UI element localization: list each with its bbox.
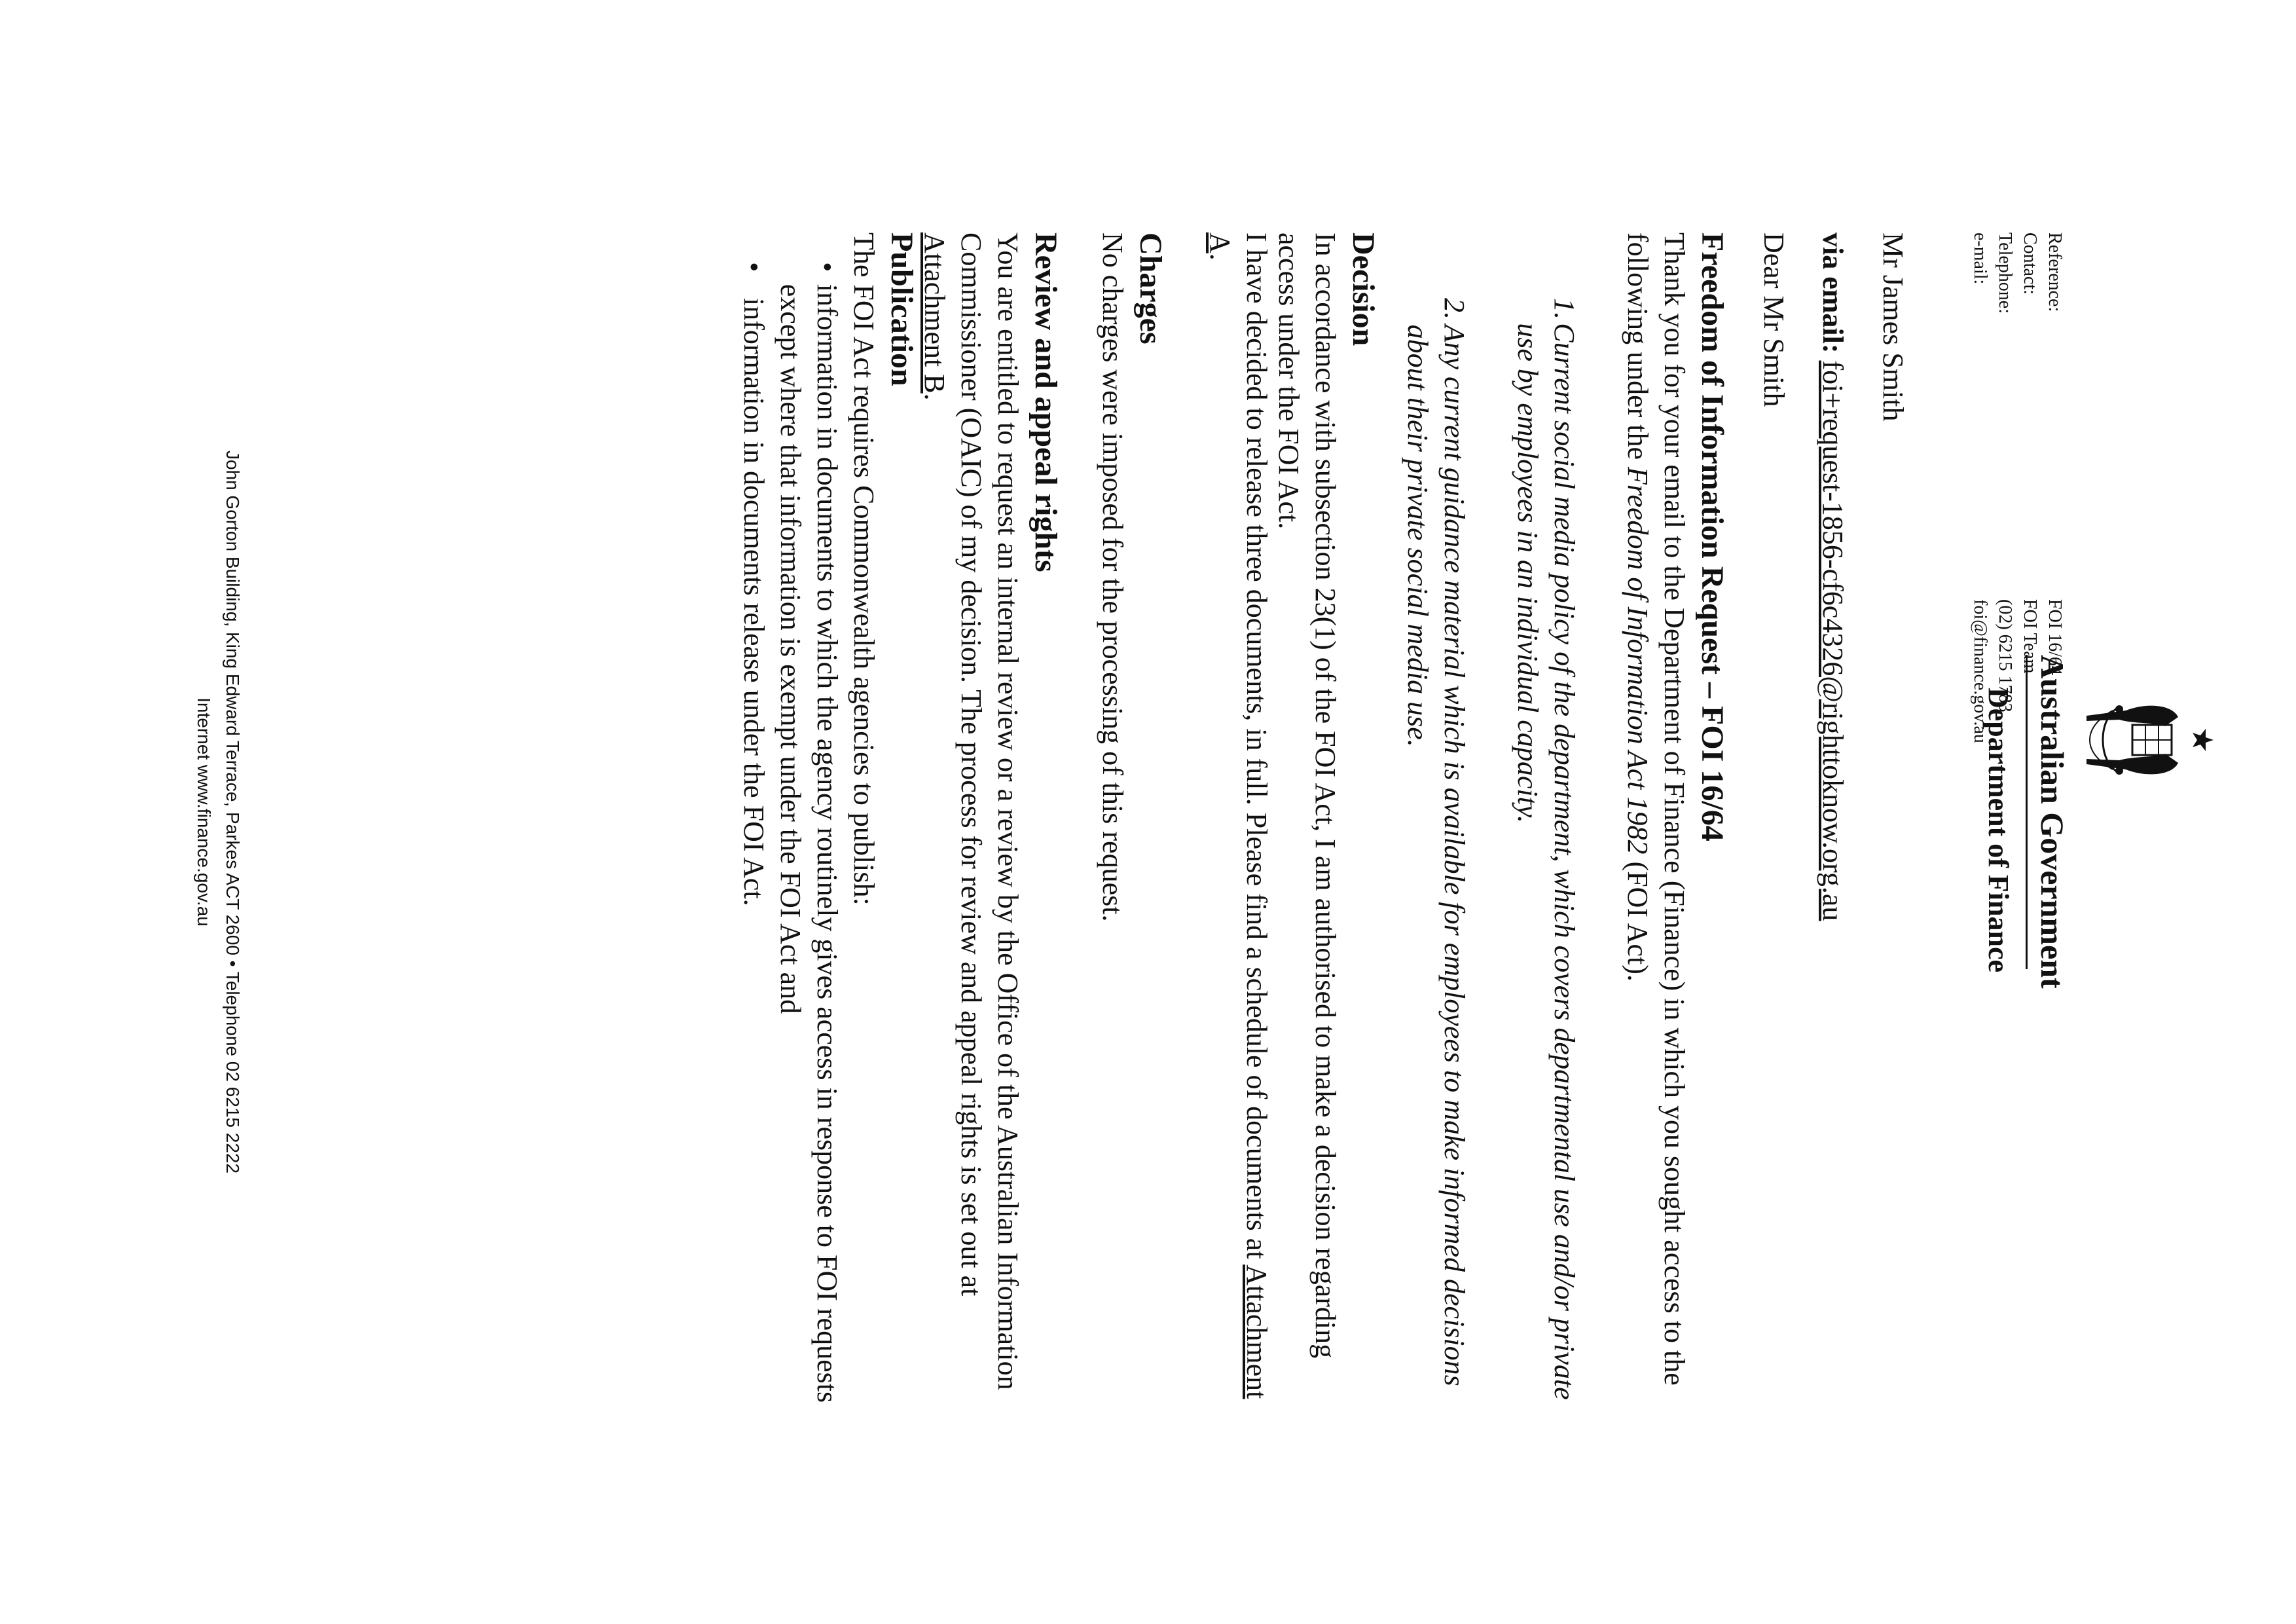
item-text: Any current guidance material which is available for employees to make informed decisions about their private social media use.: [1402, 324, 1470, 1386]
attachment-b-link[interactable]: Attachment B: [919, 232, 951, 394]
item-text: Current social media policy of the department, which covers departmental use and/or private use by employees in an individual capacity.: [1512, 323, 1580, 1400]
publication-section: [735, 232, 921, 1424]
recipient-email-link[interactable]: foi+request-1856-cf6c4326@righttoknow.org.au: [1817, 360, 1849, 921]
item-number: 1.: [1548, 298, 1580, 320]
department-name: Department of Finance: [1982, 688, 2014, 973]
review-text: You are entitled to request an internal review or a review by the Office of the Australian Information Commissioner (OAIC) of my decision. The process for review and appeal rights is set out at: [955, 232, 1024, 1390]
item-number: 2.: [1438, 298, 1470, 320]
intro-act-name: Freedom of Information Act 1982: [1622, 467, 1654, 855]
review-text-end: .: [919, 393, 951, 401]
list-item: [772, 232, 845, 1424]
contact-row: [2017, 232, 2042, 743]
request-item: [1399, 298, 1472, 1424]
release-paragraph: [1201, 232, 1275, 1424]
reference-block: [1967, 232, 2067, 743]
reference-row: [2042, 232, 2067, 743]
publication-intro: The FOI Act requires Commonwealth agencies to publish:: [848, 232, 880, 906]
attachment-a-link[interactable]: Attachment A: [1204, 232, 1273, 1399]
bullet-icon: •: [811, 262, 843, 272]
publication-heading: Publication: [884, 232, 919, 386]
charges-section: [1094, 232, 1170, 1424]
bullet-icon: •: [738, 262, 770, 272]
letter-body-top: [1619, 232, 1732, 1424]
decision-heading: Decision: [1346, 232, 1381, 346]
intro-text-end: (FOI Act).: [1622, 854, 1654, 982]
coat-of-arms-icon: [2067, 697, 2217, 783]
contact-label: Contact:: [2020, 232, 2040, 295]
email-row: [1967, 232, 1992, 743]
list-item: [735, 232, 772, 1424]
email-label: e-mail:: [1970, 232, 1990, 285]
publication-list: [735, 232, 845, 1424]
contact-value: FOI Team: [2020, 599, 2040, 674]
recipient-email-line: [1814, 232, 1851, 921]
intro-text: Thank you for your email to the Department of Finance (Finance) in which you sought access to the following under the: [1622, 232, 1690, 1386]
telephone-value: (02) 6215 1783: [1995, 599, 2015, 712]
release-text-end: .: [1204, 253, 1236, 261]
list-item-text: information in documents release under the FOI Act.: [738, 298, 770, 906]
request-item: [1509, 298, 1582, 1424]
footer-website: Internet www.finance.gov.au: [194, 697, 214, 927]
charges-paragraph: No charges were imposed for the processing of this request.: [1097, 232, 1129, 922]
review-heading: Review and appeal rights: [1029, 232, 1063, 572]
intro-paragraph: [1619, 232, 1692, 1424]
via-email-label: via email:: [1817, 232, 1849, 354]
salutation: Dear Mr Smith: [1758, 232, 1790, 407]
list-item-text: information in documents to which the agency routinely gives access in response to FOI requests except where that information is exempt under the FOI Act and: [774, 284, 843, 1403]
telephone-label: Telephone:: [1995, 232, 2015, 314]
page-footer: [189, 0, 247, 1624]
review-paragraph: [916, 232, 1026, 1424]
release-text: I have decided to release three documents, in full. Please find a schedule of documents at: [1241, 232, 1273, 1265]
reference-value: FOI 16/64: [2045, 599, 2065, 675]
telephone-row: [1992, 232, 2017, 743]
request-items: [1399, 232, 1582, 1424]
footer-address: John Gorton Building, King Edward Terrace, Parkes ACT 2600 • Telephone 02 6215 2222: [223, 450, 243, 1174]
decision-paragraph: In accordance with subsection 23(1) of the FOI Act, I am authorised to make a decision regarding access under the FOI Act.: [1273, 232, 1341, 1359]
review-section: [916, 232, 1065, 1424]
government-name: Australian Government: [2034, 655, 2071, 989]
decision-section: [1270, 232, 1383, 1424]
email-value: foi@finance.gov.au: [1970, 599, 1990, 743]
recipient-name: Mr James Smith: [1877, 232, 1909, 422]
reference-label: Reference:: [2045, 232, 2065, 312]
letter-title: Freedom of Information Request – FOI 16/64: [1695, 232, 1730, 841]
charges-heading: Charges: [1133, 232, 1168, 344]
